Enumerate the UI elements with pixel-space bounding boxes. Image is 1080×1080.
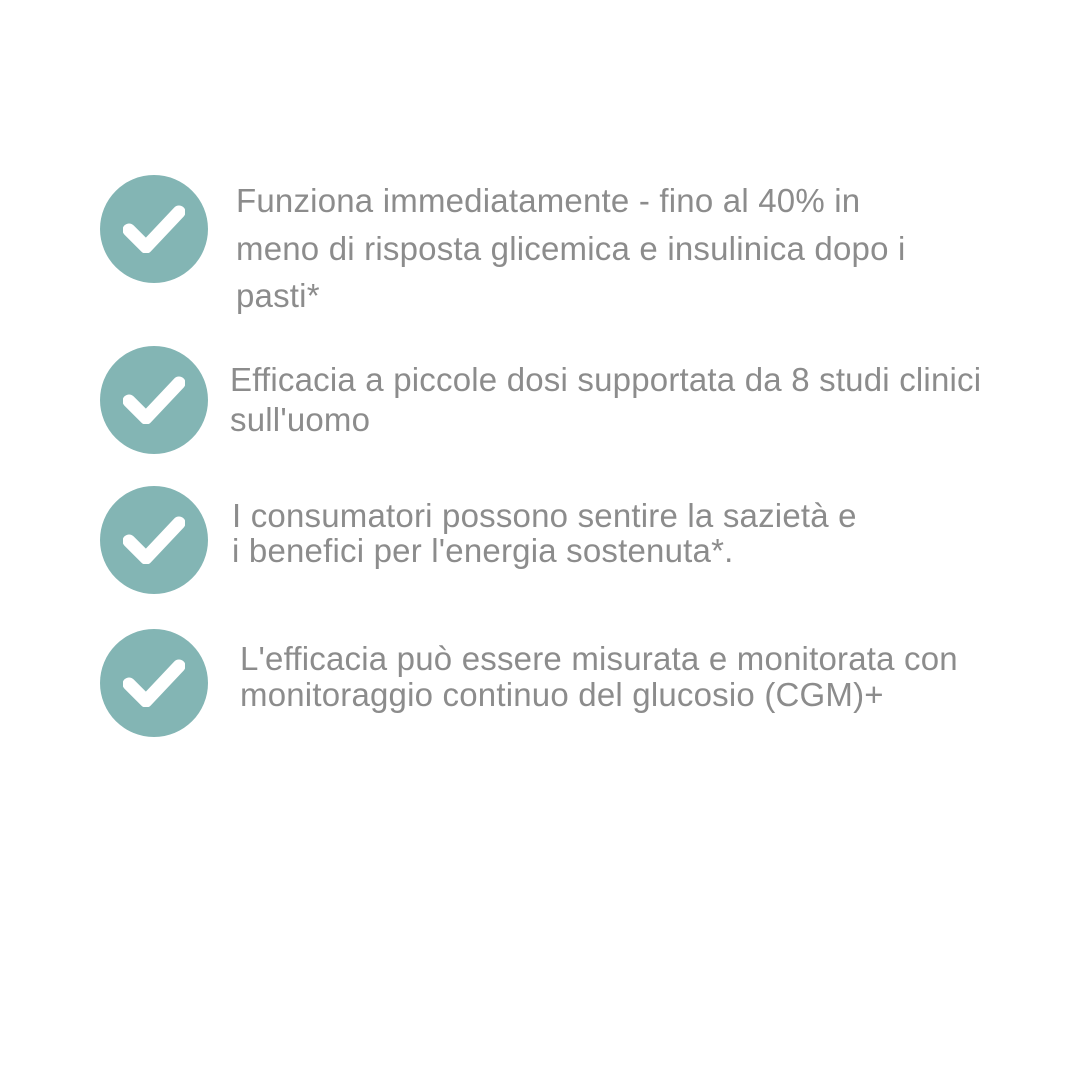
benefits-bullet-list [100, 175, 1000, 737]
list-item-label: I consumatori possono sentire la sazietà e i benefici per l'energia sostenuta*. [232, 496, 857, 569]
list-item [100, 346, 1000, 454]
list-item-label: Funziona immediatamente - fino al 40% in meno di risposta glicemica e insulinica dopo i pasti* [236, 182, 906, 315]
check-icon [100, 629, 208, 737]
list-item [100, 175, 1000, 320]
check-icon [100, 346, 208, 454]
list-item [100, 629, 1000, 737]
check-icon [100, 175, 208, 283]
list-item-label: L'efficacia può essere misurata e monitorata con monitoraggio continuo del glucosio (CGM)+ [240, 639, 958, 713]
check-icon [100, 486, 208, 594]
list-item [100, 486, 1000, 594]
list-item-label: Efficacia a piccole dosi supportata da 8 studi clinici sull'uomo [230, 360, 982, 438]
